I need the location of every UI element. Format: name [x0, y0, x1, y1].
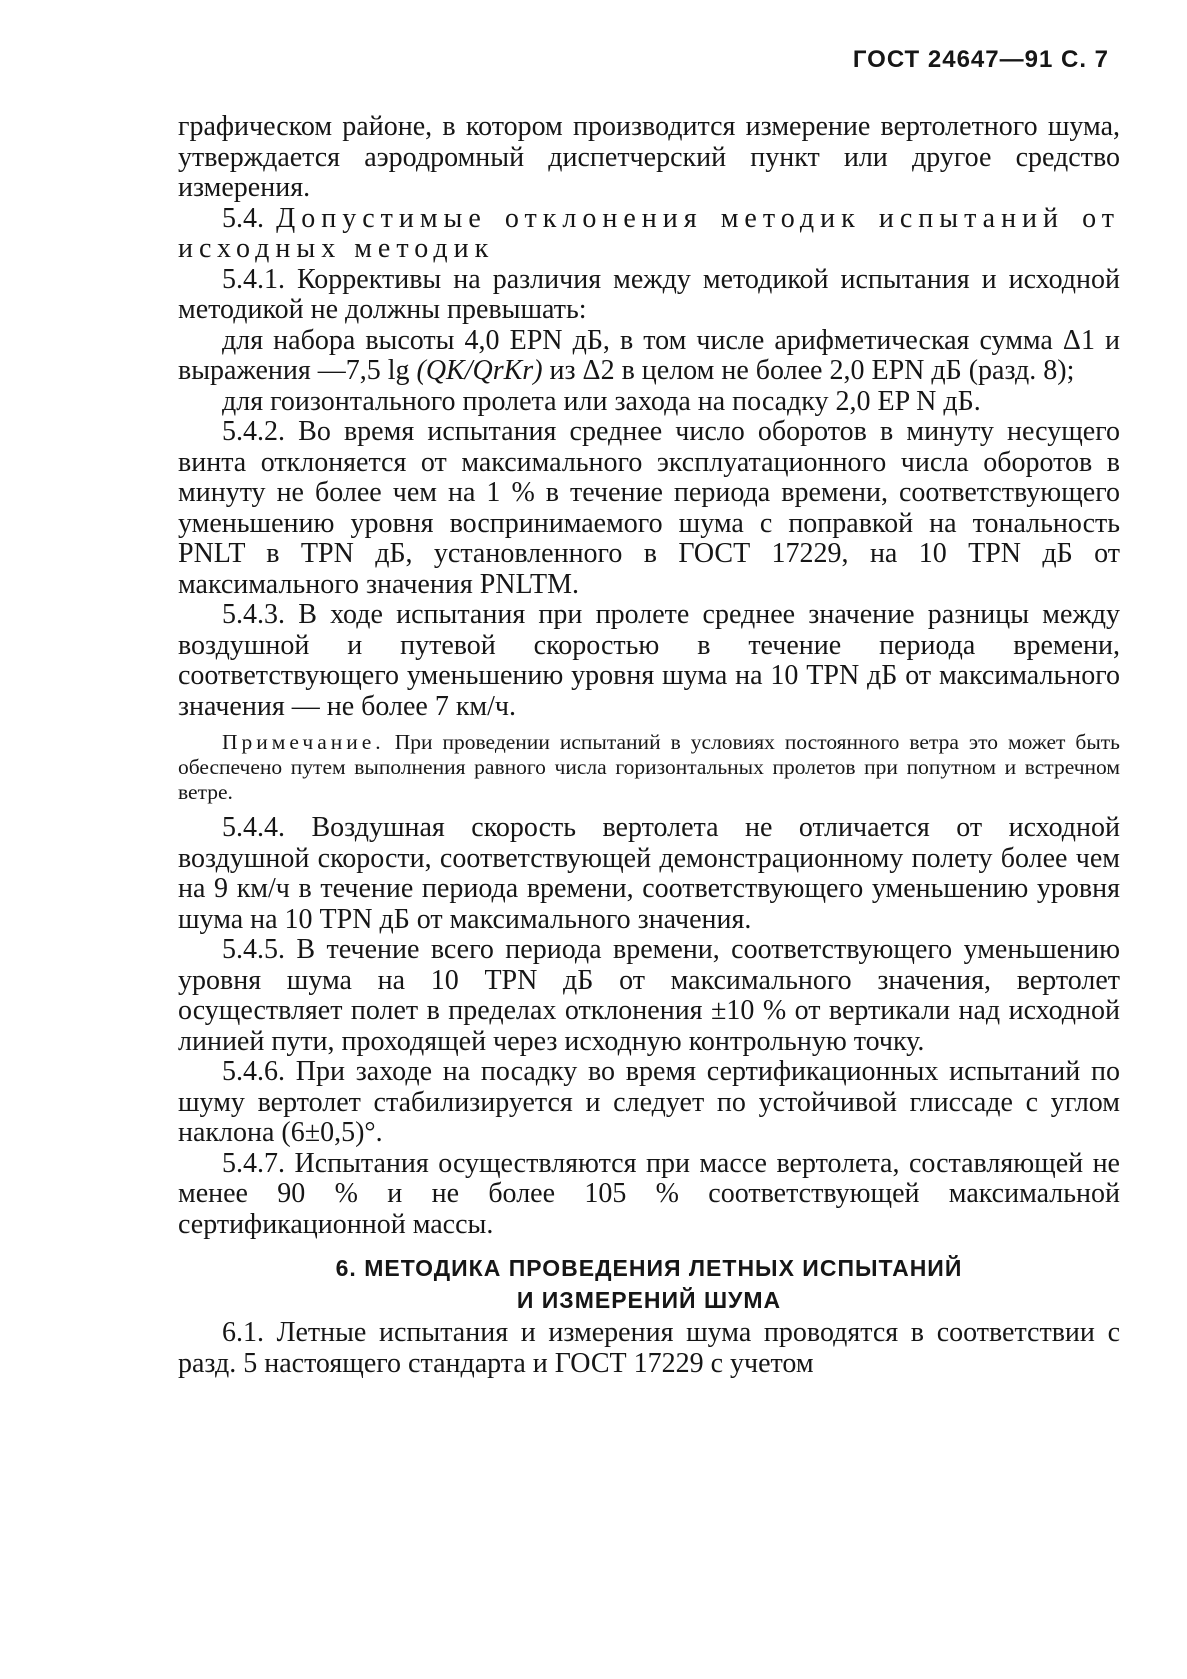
clause-5-4-1-item-a: [178, 326, 1120, 387]
clause-number: 5.4.: [222, 202, 264, 234]
section-6-heading: [178, 1252, 1120, 1316]
formula: (QK/QrKr): [416, 355, 543, 386]
clause-title: Допустимые отклонения методик испытаний от исходных методик: [178, 202, 1120, 264]
note-label: Примечание.: [222, 730, 385, 754]
clause-5-4-3: 5.4.3. В ходе испытания при пролете среднее значение разницы между воздушной и путевой скоростью в течение периода времени, соответствующего уменьшению уровня шума на 10 TPN дБ от максимального значения — не более 7 км/ч.: [178, 599, 1120, 722]
clause-5-4-2: 5.4.2. Во время испытания среднее число оборотов в минуту несущего винта отклоняется от максимального эксплуатационного числа оборотов в минуту не более чем на 1 % в течение периода времени, соответствующего уменьшению уровня воспринимаемого шума с поправкой на тональность PNLT в TPN дБ, установленного в ГОСТ 17229, на 10 TPN дБ от максимального значения PNLTM.: [178, 416, 1120, 600]
section-6-heading-line1: 6. МЕТОДИКА ПРОВЕДЕНИЯ ЛЕТНЫХ ИСПЫТАНИЙ: [335, 1255, 963, 1281]
clause-5-4-5: 5.4.5. В течение всего периода времени, соответствующего уменьшению уровня шума на 10 TPN дБ от максимального значения, вертолет осуществляет полет в пределах отклонения ±10 % от вертикали над исходной линией пути, проходящей через исходную контрольную точку.: [178, 934, 1120, 1057]
clause-5-4-heading: [178, 204, 1120, 265]
note-text: При проведении испытаний в условиях постоянного ветра это может быть обеспечено путем выполнения равного числа горизонтальных пролетов при попутном и встречном ветре.: [178, 730, 1120, 804]
paragraph-continuation: графическом районе, в котором производится измерение вертолетного шума, утверждается аэродромный диспетчерский пункт или другое средство измерения.: [178, 111, 1120, 203]
section-6-heading-line2: И ИЗМЕРЕНИЙ ШУМА: [516, 1287, 782, 1313]
item-a-text-after: из Δ2 в целом не более 2,0 EPN дБ (разд. 8);: [549, 355, 1075, 386]
document-body: [178, 112, 1120, 1379]
clause-5-4-1: 5.4.1. Коррективы на различия между методикой испытания и исходной методикой не должны превышать:: [178, 263, 1120, 325]
clause-5-4-6: 5.4.6. При заходе на посадку во время сертификационных испытаний по шуму вертолет стабилизируется и следует по устойчивой глиссаде с углом наклона (6±0,5)°.: [178, 1056, 1120, 1148]
clause-5-4-4: 5.4.4. Воздушная скорость вертолета не отличается от исходной воздушной скорости, соответствующей демонстрационному полету более чем на 9 км/ч в течение периода времени, соответствующего уменьшению уровня шума на 10 TPN дБ от максимального значения.: [178, 812, 1120, 935]
item-a-text-before: для набора высоты 4,0 EPN дБ, в том числе арифметическая сумма Δ1 и выражения —7,5 lg: [178, 324, 1120, 386]
note: [178, 730, 1120, 805]
clause-5-4-7: 5.4.7. Испытания осуществляются при массе вертолета, составляющей не менее 90 % и не более 105 % соответствующей максимальной сертификационной массы.: [178, 1147, 1120, 1240]
clause-6-1: 6.1. Летные испытания и измерения шума проводятся в соответствии с разд. 5 настоящего стандарта и ГОСТ 17229 с учетом: [178, 1317, 1120, 1379]
page-header: ГОСТ 24647—91 С. 7: [852, 46, 1109, 73]
clause-5-4-1-item-b: для гоизонтального пролета или захода на посадку 2,0 EP N дБ.: [222, 385, 981, 417]
